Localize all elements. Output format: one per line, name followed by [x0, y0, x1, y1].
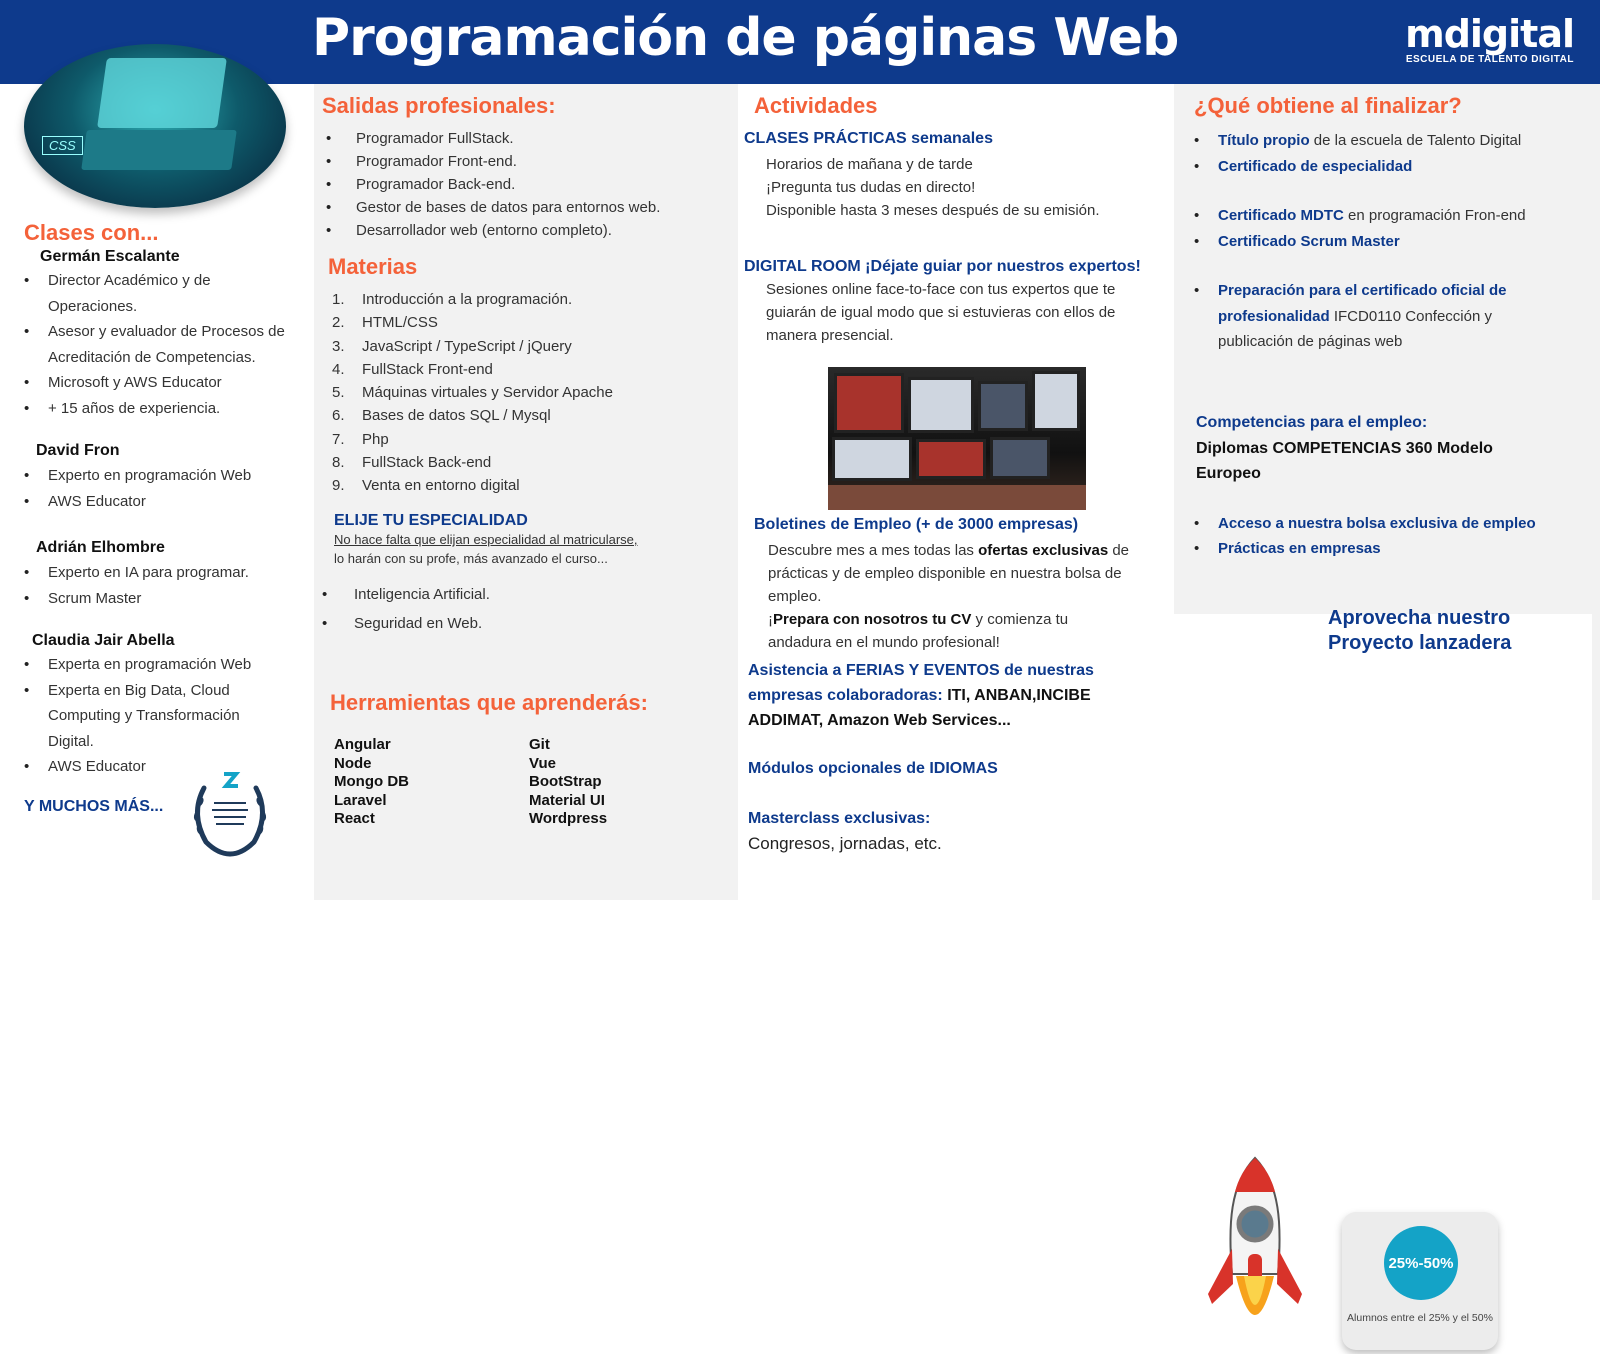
list-item: 3. JavaScript / TypeScript / jQuery [332, 337, 572, 355]
monitor [1032, 371, 1080, 431]
list-item: • Programador Back-end. [324, 173, 724, 196]
clases-line: Disponible hasta 3 meses después de su emisión. [766, 202, 1100, 219]
lanzadera-badge [1342, 1212, 1498, 1350]
clases-text [766, 153, 1100, 222]
obtiene-heading: ¿Qué obtiene al finalizar? [1194, 93, 1462, 118]
monitor [908, 377, 974, 433]
list-item: 9. Venta en entorno digital [332, 477, 520, 495]
clases-line: ¡Pregunta tus dudas en directo! [766, 179, 976, 196]
tool-item: BootStrap [529, 773, 602, 790]
salidas-list [324, 127, 724, 242]
teacher-list [22, 560, 302, 611]
lanzadera-panel [1156, 607, 1592, 1324]
teacher-name: Germán Escalante [40, 248, 180, 265]
list-item: • Certificado de especialidad [1192, 154, 1592, 180]
idiomas-heading: Módulos opcionales de IDIOMAS [748, 760, 998, 777]
preparacion-list [1192, 278, 1562, 355]
rocket-icon [1200, 1154, 1310, 1354]
boletines-heading: Boletines de Empleo (+ de 3000 empresas) [754, 516, 1079, 533]
competencias-heading: Competencias para el empleo: [1196, 414, 1428, 431]
teacher-list [22, 268, 302, 421]
list-item: • Seguridad en Web. [320, 609, 700, 638]
css-label: CSS [42, 136, 83, 155]
boletines-text: Descubre mes a mes todas las ofertas exclusivas de prácticas y de empleo disponible en nuestra bolsa de empleo. [768, 542, 1130, 605]
list-item: • AWS Educator [22, 754, 272, 780]
badge-caption: Alumnos entre el 25% y el 50% [1347, 1312, 1493, 1324]
masterclass-text: Congresos, jornadas, etc. [748, 834, 942, 853]
list-item: • Microsoft y AWS Educator [22, 370, 302, 396]
list-item: • Experto en programación Web [22, 463, 302, 489]
clases-line: Horarios de mañana y de tarde [766, 156, 973, 173]
tool-item: Material UI [529, 791, 605, 809]
monitor [990, 437, 1050, 479]
tool-item: Angular [334, 736, 391, 753]
list-item: 7. Php [332, 430, 389, 448]
list-item: • Preparación para el certificado oficial de profesionalidad IFCD0110 Confección y publicación de páginas web [1192, 278, 1562, 355]
brand-logo [1405, 14, 1574, 65]
list-item: • Prácticas en empresas [1192, 537, 1542, 562]
list-item: • Experta en Big Data, Cloud Computing y Transformación Digital. [22, 678, 272, 755]
especialidad-note-underlined: No hace falta que elijan especialidad al matricularse, [334, 532, 638, 547]
especialidad-note: lo harán con su profe, más avanzado el curso... [334, 551, 608, 566]
tool-item: React [334, 810, 375, 827]
list-item: • Inteligencia Artificial. [320, 580, 700, 609]
tool-item: Git [529, 736, 550, 753]
list-item: • Experto en IA para programar. [22, 560, 302, 586]
laptop-coding-image [24, 44, 286, 208]
room-text: Sesiones online face-to-face con tus expertos que te guiarán de igual modo que si estuvieras con ellos de manera presencial. [766, 281, 1116, 344]
especialidades-list [320, 580, 700, 638]
teacher-list [22, 652, 272, 780]
tool-item: Mongo DB [334, 773, 409, 790]
tool-item: Vue [529, 754, 556, 772]
list-item: • Certificado MDTC en programación Fron-end [1192, 203, 1592, 229]
monitor [832, 437, 912, 481]
laptop-keyboard [81, 130, 237, 170]
list-item: 4. FullStack Front-end [332, 360, 493, 378]
list-item: • Programador Front-end. [324, 150, 724, 173]
badge-percentage: 25%-50% [1384, 1226, 1458, 1300]
column-obtiene [1174, 84, 1600, 1324]
monitor [978, 381, 1028, 431]
teacher-name: Adrián Elhombre [36, 539, 165, 556]
competencias-text: Diplomas COMPETENCIAS 360 Modelo Europeo [1196, 440, 1493, 482]
list-item: • AWS Educator [22, 489, 302, 515]
list-item: • + 15 años de experiencia. [22, 396, 302, 422]
obtiene-list [1192, 128, 1592, 179]
teachers-heading: Clases con... [24, 220, 159, 245]
list-item: • Programador FullStack. [324, 127, 724, 150]
list-item: • Gestor de bases de datos para entornos web. [324, 196, 724, 219]
list-item: 8. FullStack Back-end [332, 454, 492, 472]
tool-item: Wordpress [529, 810, 608, 827]
tool-item: Laravel [334, 791, 387, 809]
list-item: 2. HTML/CSS [332, 314, 438, 332]
logo-word: mdigital [1405, 12, 1574, 56]
teacher-list [22, 463, 302, 514]
monitor [916, 439, 986, 479]
materias-heading: Materias [328, 254, 418, 279]
list-item: • Desarrollador web (entorno completo). [324, 219, 724, 242]
list-item: 5. Máquinas virtuales y Servidor Apache [332, 384, 613, 402]
salidas-heading: Salidas profesionales: [322, 93, 556, 118]
herramientas-heading: Herramientas que aprenderás: [330, 690, 648, 715]
actividades-heading: Actividades [754, 93, 878, 118]
lanzadera-heading: Aprovecha nuestro Proyecto lanzadera [1328, 607, 1512, 654]
list-item: • Director Académico y de Operaciones. [22, 268, 302, 319]
laptop-screen [97, 58, 227, 128]
ferias-text: Asistencia a FERIAS Y EVENTOS de nuestras empresas colaboradoras: ITI, ANBAN,INCIBE ADDIMAT, Amazon Web Services... [748, 662, 1094, 729]
control-room-image [828, 367, 1086, 510]
boletines-cv-text: ¡Prepara con nosotros tu CV y comienza tu andadura en el mundo profesional! [768, 611, 1069, 651]
logo-subtitle: ESCUELA DE TALENTO DIGITAL [1405, 54, 1574, 65]
list-item: 6. Bases de datos SQL / Mysql [332, 407, 551, 425]
teacher-name: David Fron [36, 442, 120, 459]
list-item: • Certificado Scrum Master [1192, 229, 1592, 255]
clases-heading: CLASES PRÁCTICAS semanales [744, 130, 993, 147]
list-item: • Scrum Master [22, 586, 302, 612]
empleo-list [1192, 512, 1542, 561]
teacher-name: Claudia Jair Abella [32, 632, 175, 649]
list-item: 1. Introducción a la programación. [332, 291, 573, 308]
masterclass-heading: Masterclass exclusivas: [748, 810, 931, 827]
column-programa [314, 84, 738, 900]
column-actividades [738, 84, 1174, 900]
more-teachers: Y MUCHOS MÁS... [24, 798, 164, 815]
control-desk [828, 485, 1086, 510]
list-item: • Experta en programación Web [22, 652, 272, 678]
list-item: • Título propio de la escuela de Talento Digital [1192, 128, 1592, 154]
tool-item: Node [334, 754, 372, 772]
materias-list [332, 288, 722, 498]
page-title: Programación de páginas Web [312, 8, 1179, 68]
tools-left-list [334, 736, 409, 829]
award-laurel-icon [184, 768, 276, 860]
monitor [834, 373, 904, 433]
list-item: • Asesor y evaluador de Procesos de Acreditación de Competencias. [22, 319, 302, 370]
room-heading: DIGITAL ROOM ¡Déjate guiar por nuestros expertos! [744, 258, 1141, 275]
especialidad-heading: ELIJE TU ESPECIALIDAD [334, 512, 528, 529]
tools-right-list [529, 736, 607, 829]
certificados-list [1192, 203, 1592, 254]
list-item: • Acceso a nuestra bolsa exclusiva de empleo [1192, 512, 1542, 537]
